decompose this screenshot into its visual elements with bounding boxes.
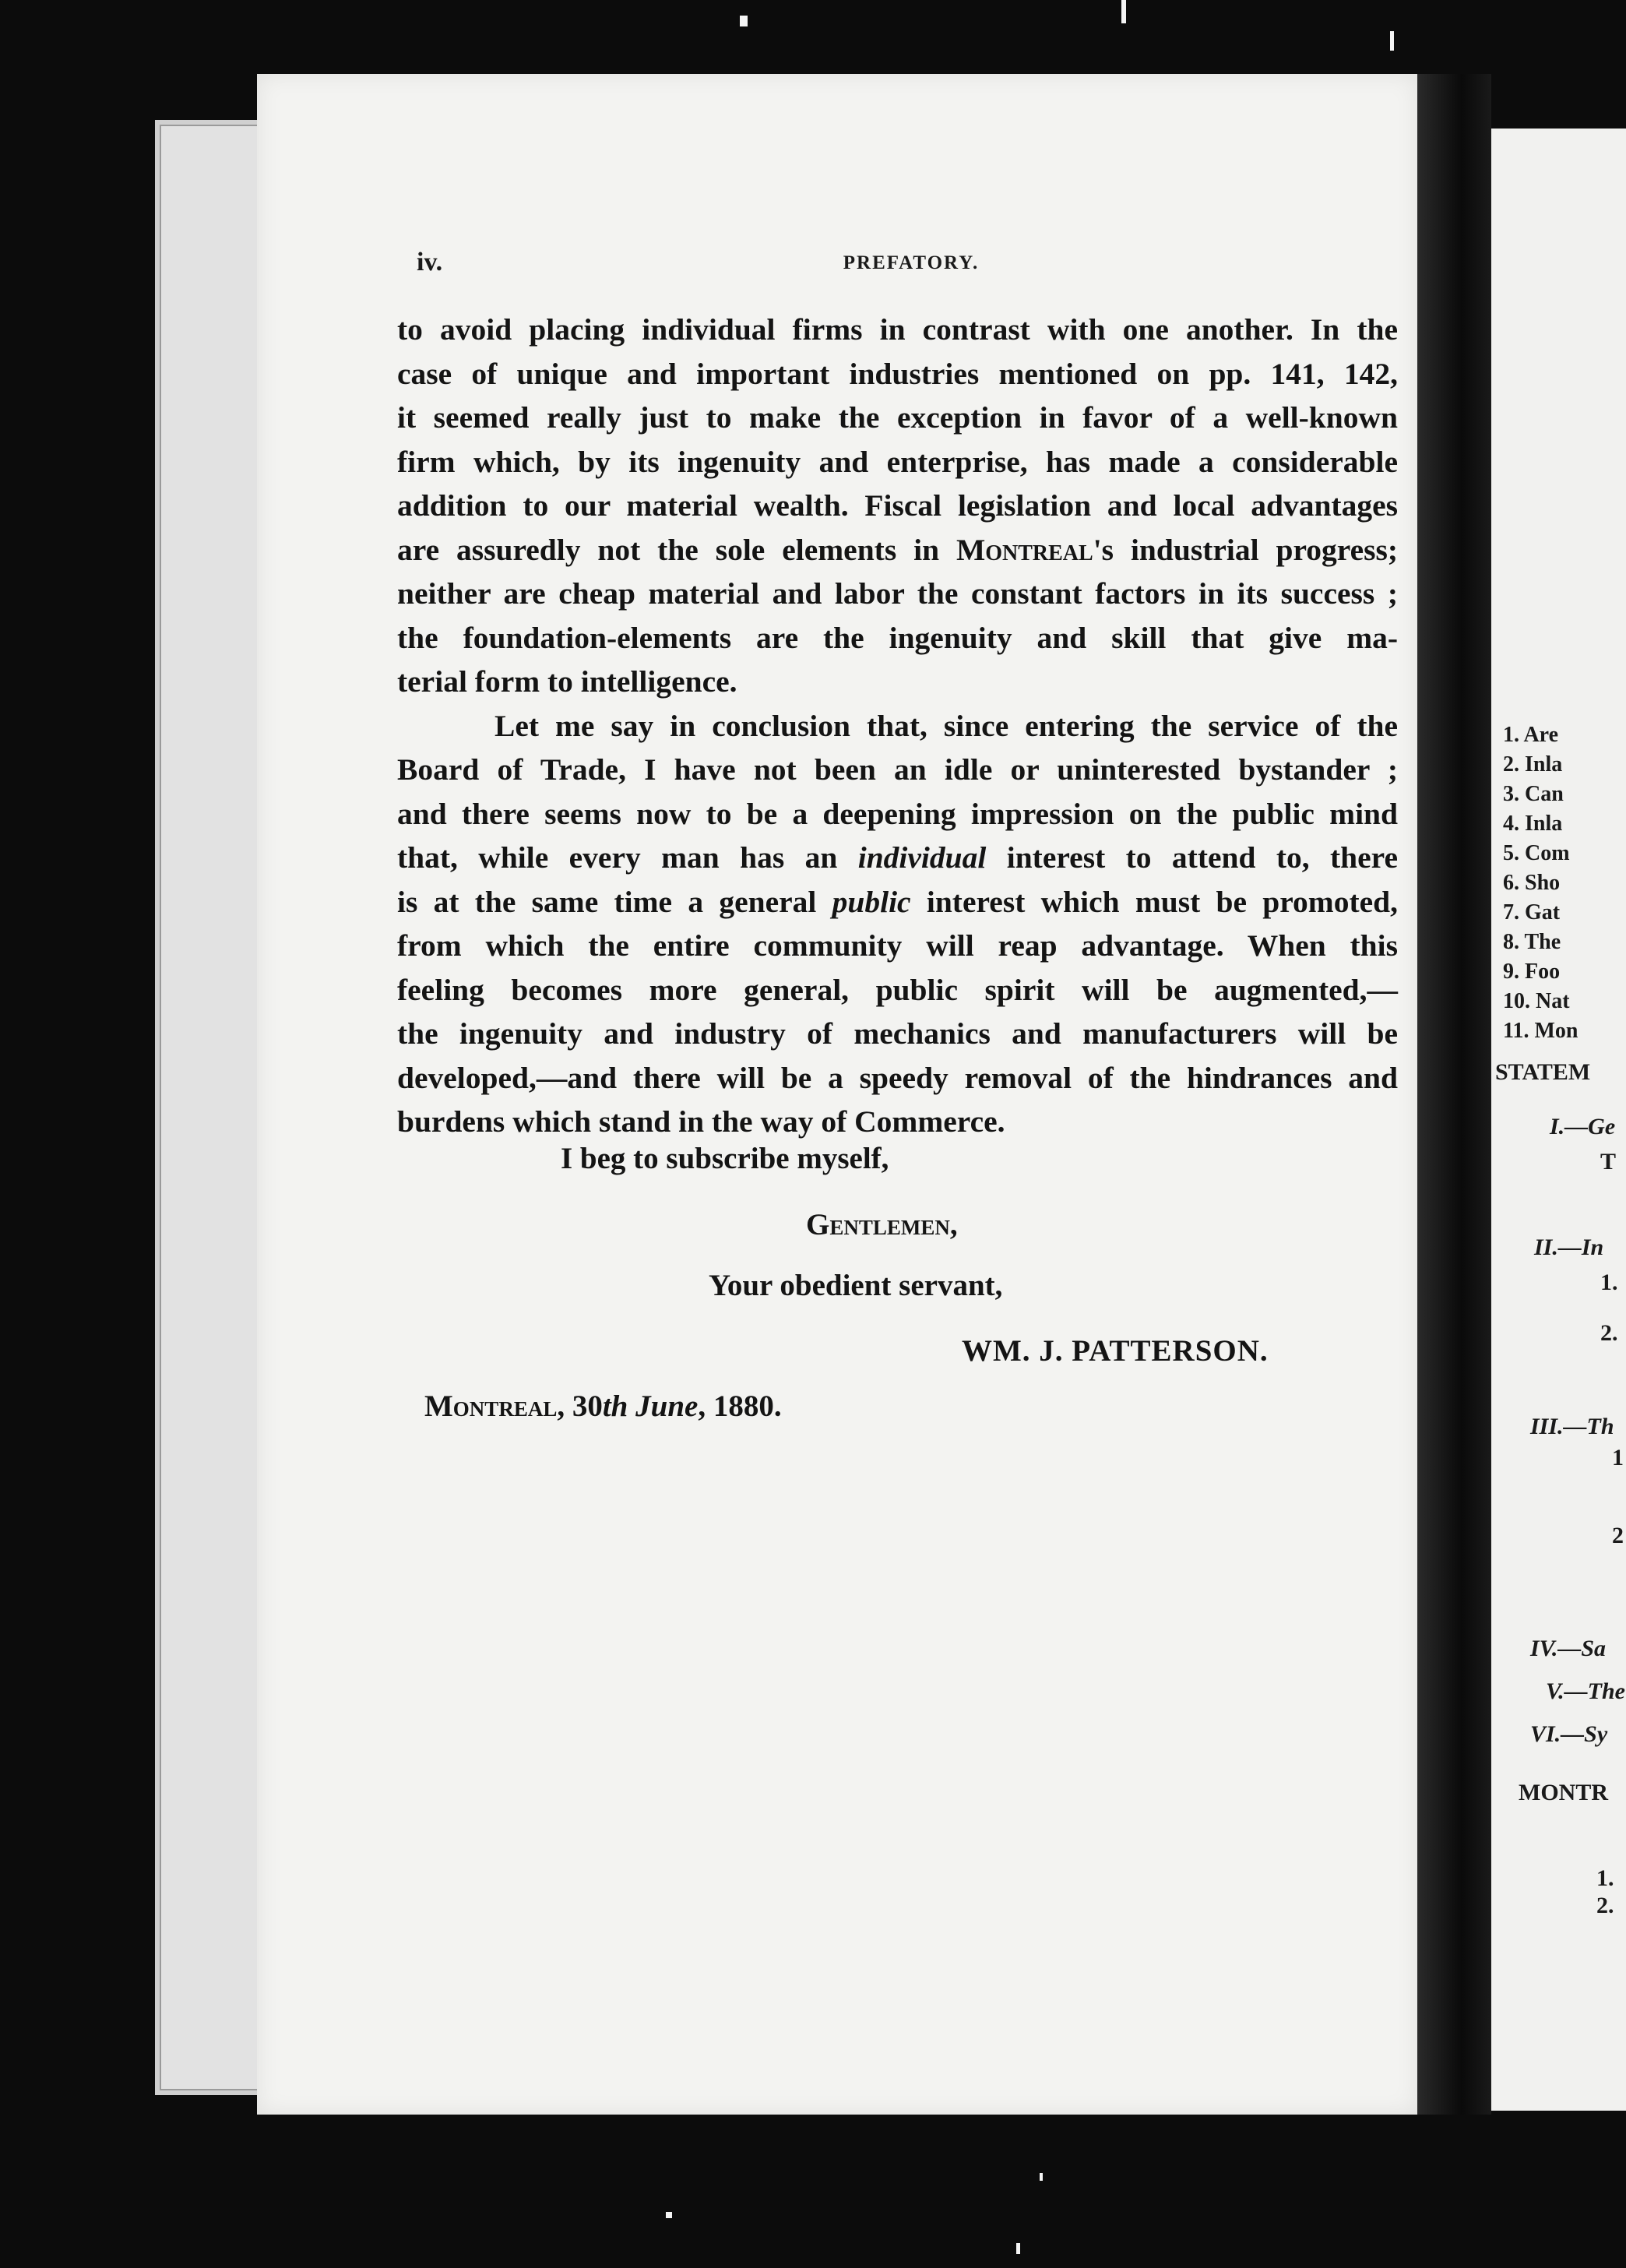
list-item: 8. The <box>1503 930 1561 954</box>
facing-frag-1c: 1. <box>1596 1865 1614 1891</box>
text-line: the ingenuity and industry of mechanics and manufacturers will be <box>397 1016 1398 1051</box>
text-line <box>397 880 1398 924</box>
list-item: 3. Can <box>1503 782 1564 806</box>
running-head <box>417 248 1406 279</box>
text-line: and there seems now to be a deepening impression on the public mind <box>397 796 1398 831</box>
text-line: developed,—and there will be a speedy removal of the hindrances and <box>397 1060 1398 1095</box>
text-run: interest which must be promoted, <box>910 884 1398 919</box>
emphasis-public: public <box>832 884 911 919</box>
text-run: that, while every man has an <box>397 840 858 875</box>
facing-frag-t: T <box>1600 1149 1617 1174</box>
list-item: 9. Foo <box>1503 960 1561 984</box>
page-number: iv. <box>417 248 443 276</box>
list-item: 4. Inla <box>1503 812 1563 836</box>
date-month: June <box>628 1389 699 1423</box>
text-run: interest to attend to, there <box>986 840 1398 875</box>
list-item: 1. Are <box>1503 723 1559 747</box>
facing-frag-v: V.—The <box>1546 1678 1625 1704</box>
text-line: addition to our material wealth. Fiscal legislation and local advantages <box>397 488 1398 523</box>
list-item: 7. Gat <box>1503 900 1561 924</box>
signature: WM. J. PATTERSON. <box>962 1334 1269 1368</box>
date-year: , 1880. <box>698 1389 782 1423</box>
list-item: 11. Mon <box>1503 1019 1578 1043</box>
facing-page-contents-list <box>1503 720 1578 1046</box>
text-line: Let me say in conclusion that, since entering the service of the <box>494 708 1398 743</box>
list-item: 6. Sho <box>1503 871 1561 895</box>
place-and-date <box>424 1389 782 1424</box>
text-line: it seemed really just to make the exception in favor of a well-known <box>397 400 1398 435</box>
closing-servant: Your obedient servant, <box>709 1269 1003 1302</box>
book-gutter <box>1417 74 1491 2115</box>
list-item: 2. Inla <box>1503 752 1563 777</box>
facing-heading-statem: STATEM <box>1495 1059 1591 1085</box>
emphasis-individual: individual <box>857 840 987 875</box>
facing-heading-montr: MONTR <box>1519 1780 1608 1805</box>
facing-frag-vi: VI.—Sy <box>1530 1721 1608 1747</box>
date-day: , 30 <box>557 1389 603 1423</box>
facing-frag-2a: 2. <box>1600 1320 1618 1346</box>
text-run: 's industrial progress; <box>1093 532 1399 567</box>
text-run: are assuredly not the sole elements in <box>397 532 956 567</box>
text-line: to avoid placing individual firms in contrast with one another. In the <box>397 312 1398 347</box>
text-line: neither are cheap material and labor the constant factors in its success ; <box>397 576 1398 611</box>
text-line <box>397 528 1398 572</box>
closing-subscribe: I beg to subscribe myself, <box>561 1142 889 1175</box>
place-name: Montreal <box>424 1389 558 1423</box>
text-line: terial form to intelligence. <box>397 664 737 699</box>
facing-frag-2c: 2. <box>1596 1893 1614 1918</box>
facing-frag-2b: 2 <box>1612 1523 1624 1548</box>
facing-page <box>1491 129 1626 2111</box>
text-line: firm which, by its ingenuity and enterprise, has made a considerable <box>397 444 1398 479</box>
text-line: case of unique and important industries mentioned on pp. 141, 142, <box>397 356 1398 391</box>
text-line <box>397 836 1398 880</box>
text-line: burdens which stand in the way of Commerce. <box>397 1104 1005 1139</box>
text-line: Board of Trade, I have not been an idle or uninterested bystander ; <box>397 752 1398 787</box>
montreal-small-caps: Montreal <box>956 532 1093 567</box>
text-line: from which the entire community will reap advantage. When this <box>397 928 1398 963</box>
text-run: is at the same time a general <box>397 884 832 919</box>
list-item: 5. Com <box>1503 841 1570 865</box>
running-head-title: PREFATORY. <box>843 252 980 273</box>
facing-frag-i: I.—Ge <box>1550 1114 1616 1139</box>
facing-frag-ii: II.—In <box>1534 1234 1604 1260</box>
text-line: the foundation-elements are the ingenuity and skill that give ma- <box>397 620 1398 655</box>
closing-salutation: Gentlemen, <box>806 1208 958 1241</box>
facing-frag-iv: IV.—Sa <box>1530 1636 1607 1661</box>
body-text <box>397 308 1398 1144</box>
facing-frag-iii: III.—Th <box>1530 1414 1614 1439</box>
facing-frag-1b: 1 <box>1612 1445 1624 1470</box>
list-item: 10. Nat <box>1503 989 1570 1013</box>
date-ordinal: th <box>602 1389 628 1423</box>
facing-frag-1a: 1. <box>1600 1270 1618 1295</box>
text-line: feeling becomes more general, public spirit will be augmented,— <box>397 972 1398 1007</box>
